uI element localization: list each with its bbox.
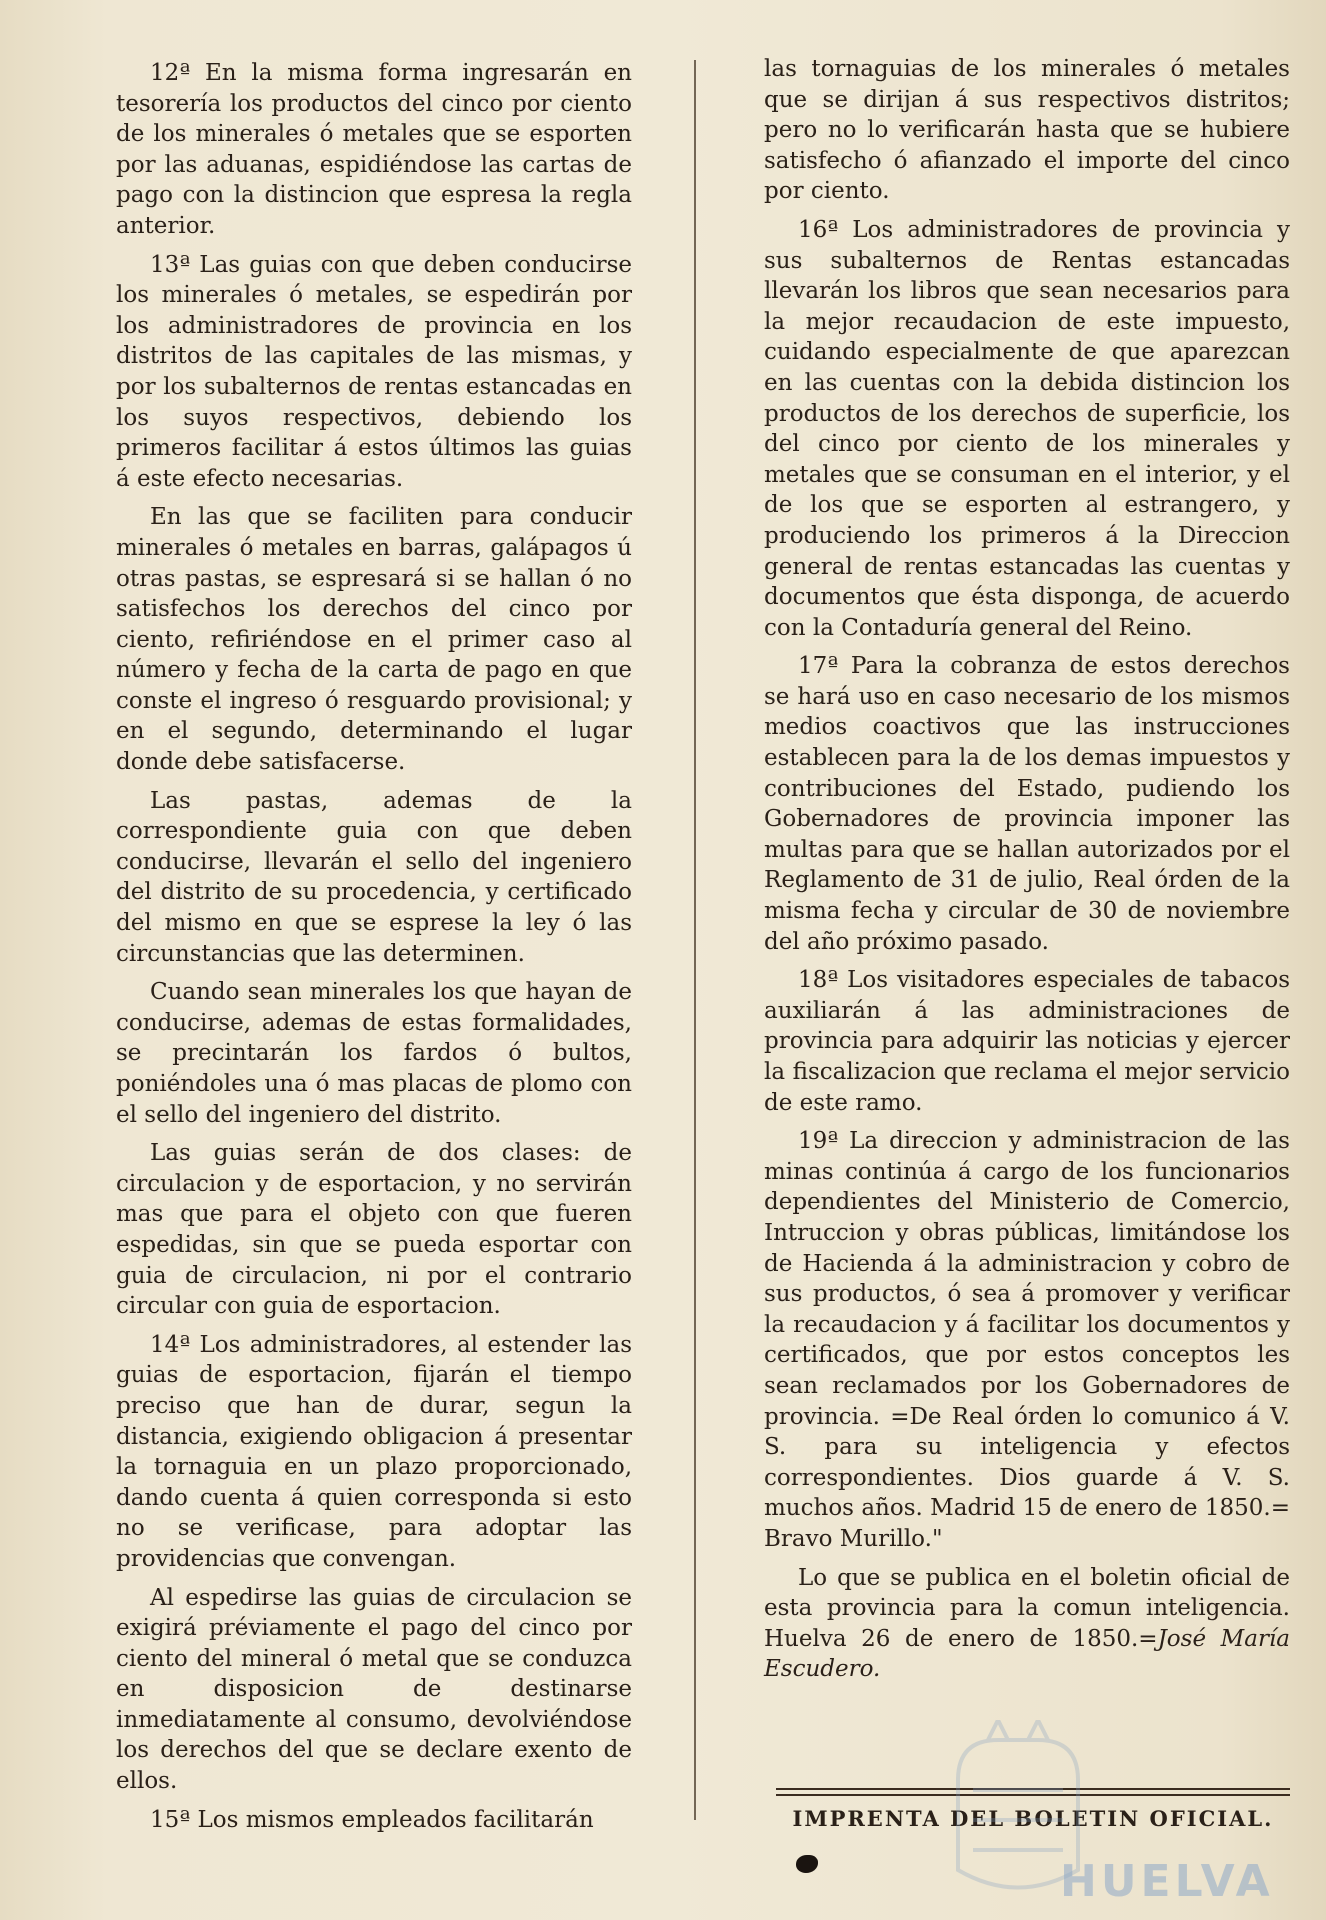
paragraph-rule-12: 12ª En la misma forma ingresarán en tesorería los productos del cinco por ciento de los minerales ó metales que se esporten por las aduanas, espidiéndose las cartas de pago con la distincion que espresa la regla anterior.	[116, 60, 632, 239]
watermark-text: HUELVA	[1060, 1856, 1274, 1907]
left-column	[116, 58, 632, 1835]
ink-blot	[796, 1855, 818, 1873]
closing-paragraph	[764, 1563, 1290, 1685]
paragraph-rule-13-clases: Las guias serán de dos clases: de circulacion y de esportacion, y no servirán mas que para el objeto con que fueren espedidas, sin que se pueda esportar con guia de circulacion, ni por el contrario circular con guia de esportacion.	[116, 1140, 632, 1320]
paragraph-rule-17: 17ª Para la cobranza de estos derechos se hará uso en caso necesario de los mismos medios coactivos que las instrucciones establecen para la de los demas impuestos y contribuciones del Estado, pudiendo los Gobernadores de provincia imponer las multas para que se hallan autorizados por el Reglamento de 31 de julio, Real órden de la misma fecha y circular de 30 de noviembre del año próximo pasado.	[764, 653, 1290, 955]
paragraph-rule-18: 18ª Los visitadores especiales de tabacos auxiliarán á las administraciones de provincia para adquirir las noticias y ejercer la fiscalizacion que reclama el mejor servicio de este ramo.	[764, 967, 1290, 1116]
paragraph-rule-19: 19ª La direccion y administracion de las minas continúa á cargo de los funcionarios dependientes del Ministerio de Comercio, Intruccion y obras públicas, limitándose los de Hacienda á la administracion y cobro de sus productos, ó sea á promover y verificar la recaudacion y á facilitar los documentos y certificados, que por estos conceptos les sean reclamados por los Gobernadores de provincia. =De Real órden lo comunico á V. S. para su inteligencia y efectos correspondientes. Dios guarde á V. S. muchos años. Madrid 15 de enero de 1850.= Bravo Murillo."	[764, 1128, 1290, 1552]
paragraph-rule-15-continued: las tornaguias de los minerales ó metales que se dirijan á sus respectivos distritos; pero no lo verificarán hasta que se hubiere satisfecho ó afianzado el importe del cinco por ciento.	[764, 56, 1290, 205]
paragraph-rule-14-circulacion: Al espedirse las guias de circulacion se exigirá préviamente el pago del cinco por ciento del mineral ó metal que se conduzca en disposicion de destinarse inmediatamente al consumo, devolviéndose los derechos del que se declare exento de ellos.	[116, 1584, 632, 1795]
paragraph-rule-13: 13ª Las guias con que deben conducirse los minerales ó metales, se espedirán por los administradores de provincia en los distritos de las capitales de las mismas, y por los subalternos de rentas estancadas en los suyos respectivos, debiendo los primeros facilitar á estos últimos las guias á este efecto necesarias.	[116, 251, 632, 492]
paragraph-rule-13-pastas: Las pastas, ademas de la correspondiente guia con que deben conducirse, llevarán el sello del ingeniero del distrito de su procedencia, y certificado del mismo en que se esprese la ley ó las circunstancias que las determinen.	[116, 787, 632, 967]
paragraph-rule-13-fardos: Cuando sean minerales los que hayan de conducirse, ademas de estas formalidades, se precintarán los fardos ó bultos, poniéndoles una ó mas placas de plomo con el sello del ingeniero del distrito.	[116, 979, 632, 1128]
signature: José María Escudero.	[764, 1625, 1291, 1683]
right-column	[764, 54, 1290, 1693]
imprenta-footer: IMPRENTA DEL BOLETIN OFICIAL.	[792, 1806, 1274, 1831]
closing-text: Lo que se publica en el boletin oficial de esta provincia para la comun inteligencia. Huelva 26 de enero de 1850.=	[764, 1564, 1290, 1652]
paragraph-rule-16: 16ª Los administradores de provincia y sus subalternos de Rentas estancadas llevarán los libros que sean necesarios para la mejor recaudacion de este impuesto, cuidando especialmente de que aparezcan en las cuentas con la debida distincion los productos de los derechos de superficie, los del cinco por ciento de los minerales y metales que se consuman en el interior, y el de los que se esporten al estrangero, y produciendo los primeros á la Direccion general de rentas estancadas las cuentas y documentos que ésta disponga, de acuerdo con la Contaduría general del Reino.	[764, 216, 1290, 641]
paragraph-rule-15-start: 15ª Los mismos empleados facilitarán	[150, 1806, 594, 1833]
column-divider	[694, 60, 696, 1820]
paragraph-rule-14: 14ª Los administradores, al estender las guias de esportacion, fijarán el tiempo preciso que han de durar, segun la distancia, exigiendo obligacion á presentar la tornaguia en un plazo proporcionado, dando cuenta á quien corresponda si esto no se verificase, para adoptar las providencias que convengan.	[116, 1331, 632, 1572]
paragraph-rule-13-minerales: En las que se faciliten para conducir minerales ó metales en barras, galápagos ú otras pastas, se espresará si se hallan ó no satisfechos los derechos del cinco por ciento, refiriéndose en el primer caso al número y fecha de la carta de pago en que conste el ingreso ó resguardo provisional; y en el segundo, determinando el lugar donde debe satisfacerse.	[116, 504, 632, 776]
